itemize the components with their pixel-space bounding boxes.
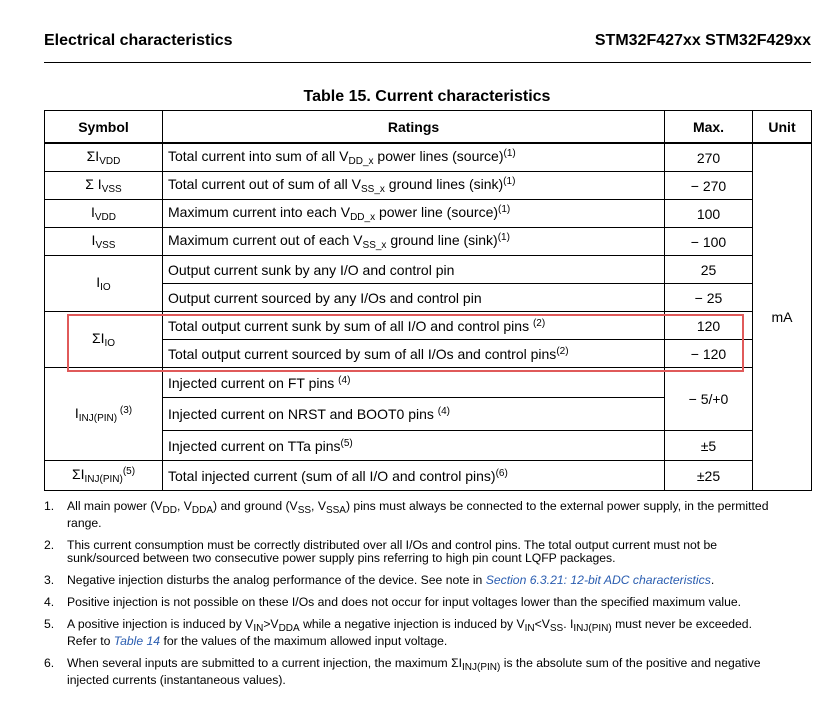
max-cell: − 5/+0 <box>665 368 753 431</box>
rating-cell: Injected current on FT pins $^{(4)}$ <box>163 368 665 398</box>
max-cell: − 120 <box>665 340 753 368</box>
current-characteristics-table <box>44 110 812 491</box>
table-row <box>45 368 812 398</box>
symbol-cell: $I_{VSS}$ <box>45 228 163 256</box>
table-row <box>45 143 812 172</box>
symbol-cell: $I_{IO}$ <box>45 256 163 312</box>
rating-cell: Injected current on TTa pins$^{(5)}$ <box>163 431 665 461</box>
table-title: Table 15. Current characteristics <box>303 88 551 105</box>
rating-cell: Total injected current (sum of all I/O and control pins)$^{(6)}$ <box>163 461 665 491</box>
table-row <box>45 256 812 284</box>
footnote: 3. Negative injection disturbs the analog performance of the device. See note in Section 6.3.21: 12-bit ADC characteristics. <box>44 573 715 587</box>
rating-cell: Maximum current out of each $V_{SS\_x}$ ground line $(\sin k)^{(1)}$ <box>163 228 665 256</box>
unit-cell: mA <box>753 143 812 491</box>
max-cell: − 25 <box>665 284 753 312</box>
table-row <box>45 200 812 228</box>
table-row <box>45 312 812 340</box>
header-rule <box>44 62 811 63</box>
footnote: 6. When several inputs are submitted to a current injection, the maximum $\Sigma I_{INJ(PIN)}$ is the absolute sum of the positive and negative injected currents (instantaneous values). <box>44 656 761 687</box>
rating-cell: Total output current sunk by sum of all I/O and control pins $^{(2)}$ <box>163 312 665 340</box>
footnote: 5. A positive injection is induced by $V_{IN}>V_{DDA}$ while a negative injection is induced by $V_{IN}<V_{SS}$. $I_{INJ(PIN)}$ must never be exceeded. Refer to Table 14 for the values of the maximum allowed input voltage. <box>44 617 752 648</box>
header-unit: Unit <box>753 111 812 144</box>
part-number-header: STM32F427xx STM32F429xx <box>594 32 811 49</box>
header-max: Max. <box>665 111 753 144</box>
rating-cell: Output current sunk by any I/O and control pin <box>163 256 665 284</box>
table-row <box>45 461 812 491</box>
max-cell: − 100 <box>665 228 753 256</box>
symbol-cell: $\Sigma I_{INJ(PIN)}^{(5)}$ <box>45 461 163 491</box>
symbol-cell: $\Sigma I_{IO}$ <box>45 312 163 368</box>
symbol-cell: Σ $I_{VSS}$ <box>45 172 163 200</box>
table-row <box>45 172 812 200</box>
max-cell: ±25 <box>665 461 753 491</box>
rating-cell: Total output current sourced by sum of all I/Os and control pins$^{(2)}$ <box>163 340 665 368</box>
max-cell: ±5 <box>665 431 753 461</box>
rating-cell: Total current out of sum of all $V_{SS\_x}$ ground lines $(\sin k)^{(1)}$ <box>163 172 665 200</box>
rating-cell: Injected current on NRST and BOOT0 pins $^{(4)}$ <box>163 398 665 431</box>
symbol-cell: $I_{VDD}$ <box>45 200 163 228</box>
rating-cell: Total current into sum of all $V_{DD\_x}$ power lines (source)$^{(1)}$ <box>163 143 665 172</box>
max-cell: − 270 <box>665 172 753 200</box>
table-row <box>45 228 812 256</box>
footnote: 4. Positive injection is not possible on these I/Os and does not occur for input voltages lower than the specified maximum value. <box>44 595 742 609</box>
footnote: 2. This current consumption must be correctly distributed over all I/Os and control pins. The total output current must not be sunk/sourced between two consecutive power supply pins referring to high pin count LQFP packages. <box>44 538 718 565</box>
max-cell: 270 <box>665 143 753 172</box>
table-header-row <box>45 111 812 144</box>
rating-cell: Maximum current into each $V_{DD\_x}$ power line (source)$^{(1)}$ <box>163 200 665 228</box>
symbol-cell: $I_{INJ(PIN)}$ $^{(3)}$ <box>45 368 163 461</box>
max-cell: 120 <box>665 312 753 340</box>
symbol-cell: $\Sigma I_{VDD}$ <box>45 143 163 172</box>
max-cell: 25 <box>665 256 753 284</box>
table-link[interactable]: Table 14 <box>113 634 161 648</box>
header-symbol: Symbol <box>45 111 163 144</box>
section-link[interactable]: Section 6.3.21: 12-bit ADC characteristics <box>485 573 711 587</box>
rating-cell: Output current sourced by any I/Os and control pin <box>163 284 665 312</box>
footnote: 1. All main power ($V_{DD}$, $V_{DDA}$) and ground ($V_{SS}$, $V_{SSA}$) pins must always be connected to the external power supply, in the permitted range. <box>44 499 769 530</box>
header-ratings: Ratings <box>163 111 665 144</box>
section-header: Electrical characteristics <box>44 32 233 49</box>
max-cell: 100 <box>665 200 753 228</box>
footnotes <box>44 500 784 696</box>
